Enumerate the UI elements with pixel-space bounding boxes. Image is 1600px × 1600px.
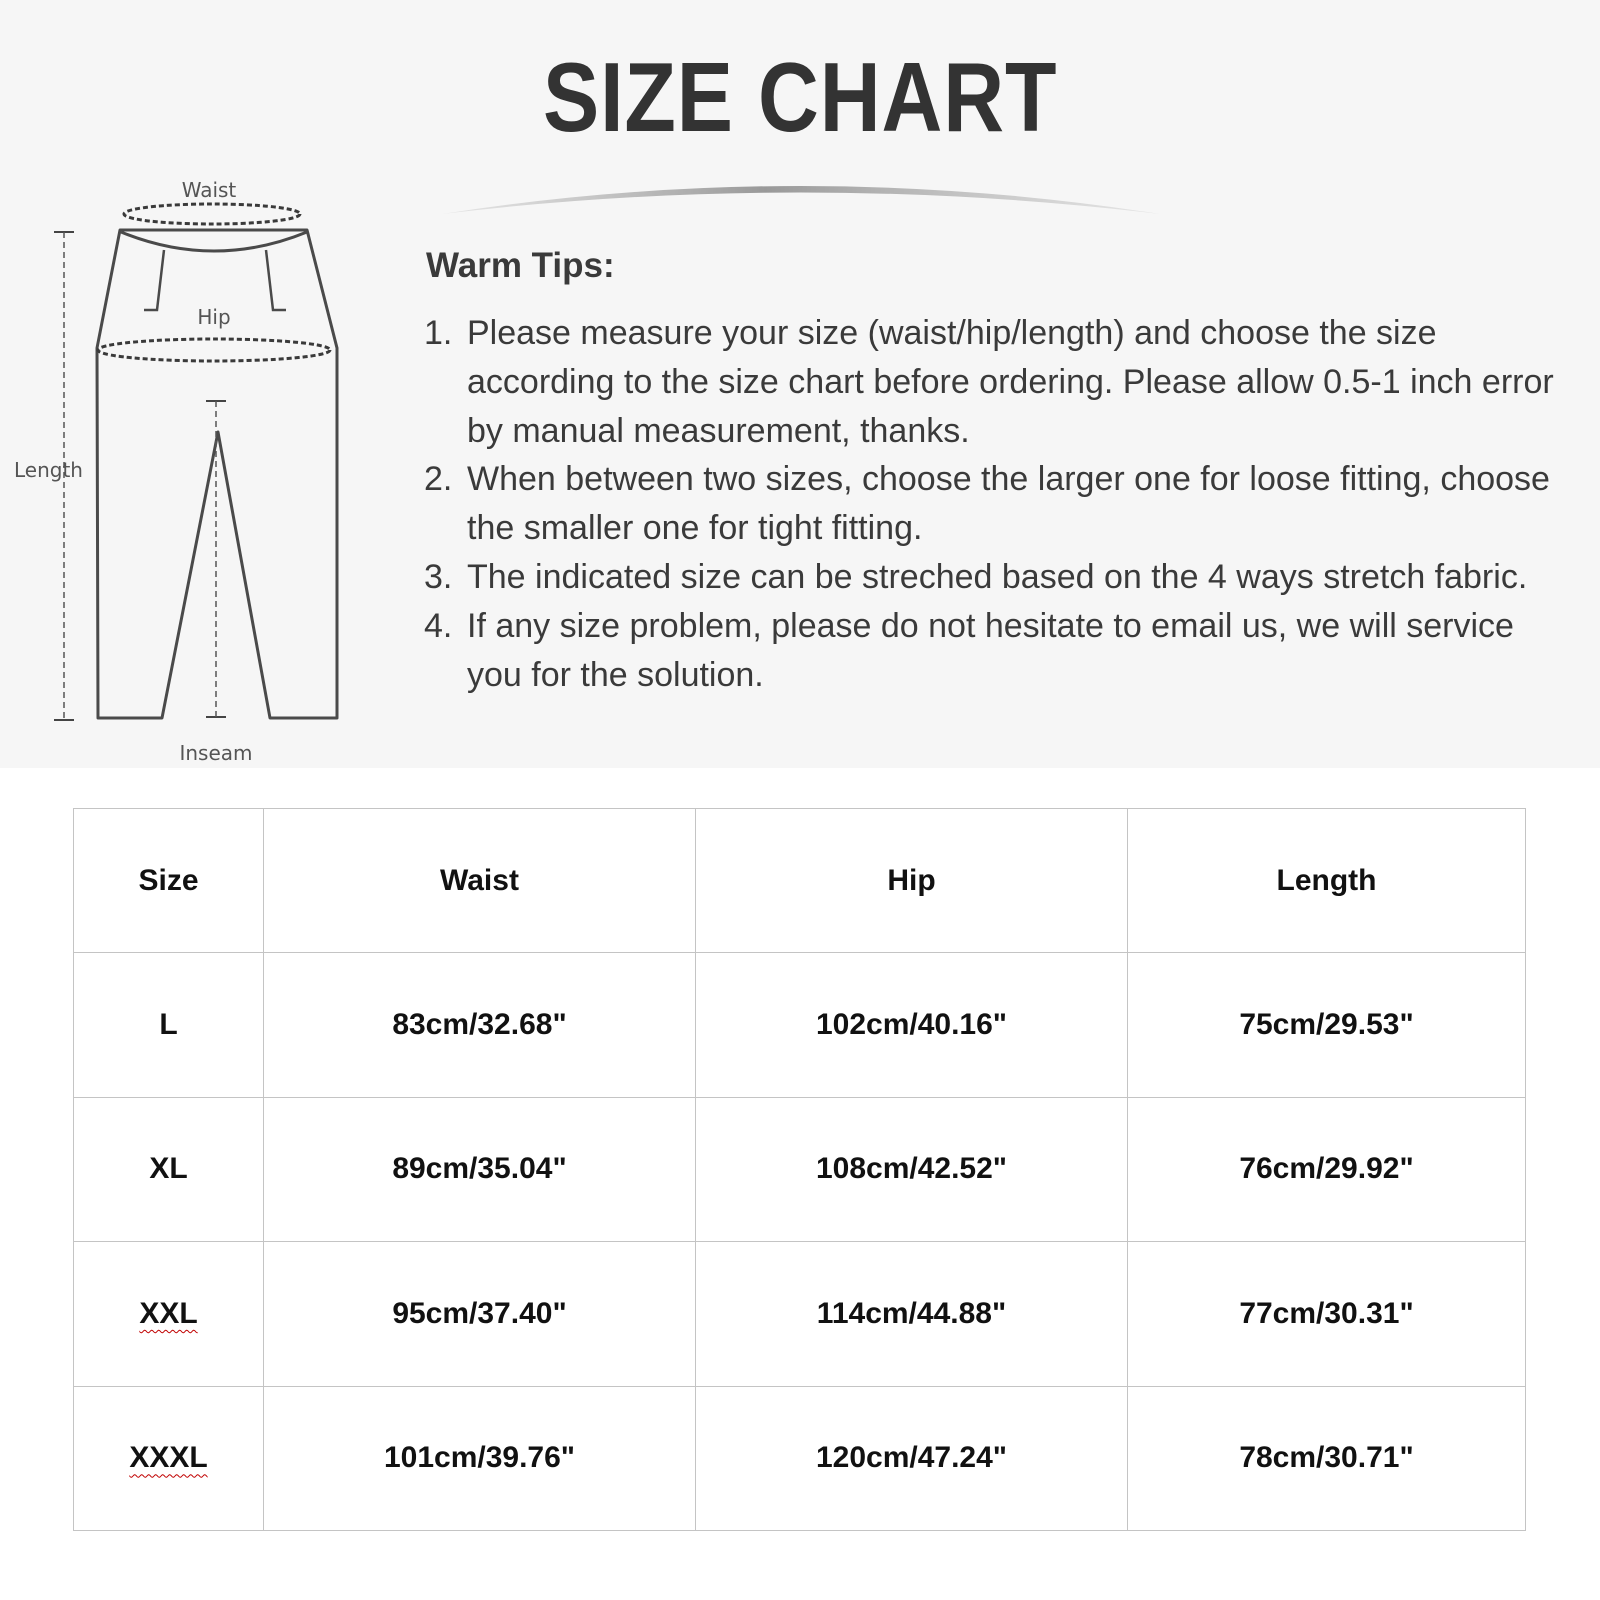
header-length: Length [1128,809,1526,953]
hip-label: Hip [197,305,231,329]
table-row [74,1386,1526,1530]
warm-tips-heading: Warm Tips: [426,246,615,285]
inseam-label: Inseam [179,741,253,765]
info-panel [0,0,1600,768]
tip-item [424,553,1574,602]
tip-text: If any size problem, please do not hesitate to email us, we will service you for the solution. [467,606,1514,694]
tip-item [424,309,1574,455]
length-cell: 75cm/29.53" [1128,953,1526,1097]
waist-cell: 101cm/39.76" [264,1386,696,1530]
size-cell-text: XXXL [129,1441,208,1475]
length-cell: 77cm/30.31" [1128,1242,1526,1386]
pants-outline [97,230,337,718]
tip-item [424,455,1574,553]
size-table [73,808,1526,1531]
size-cell [74,1386,264,1530]
hip-cell: 114cm/44.88" [696,1242,1128,1386]
page-title: SIZE CHART [543,42,1058,152]
table-header-row [74,809,1526,953]
header-size: Size [74,809,264,953]
size-cell-text: XXL [139,1296,198,1330]
table-row [74,953,1526,1097]
tip-number: 2. [424,460,453,499]
size-cell: L [74,953,264,1097]
table-row [74,1097,1526,1241]
length-cell: 78cm/30.71" [1128,1386,1526,1530]
title-swoosh-divider [440,168,1170,218]
waist-cell: 83cm/32.68" [264,953,696,1097]
tip-item [424,602,1574,700]
waist-cell: 95cm/37.40" [264,1242,696,1386]
length-label: Length [14,458,83,482]
tip-text: When between two sizes, choose the larger one for loose fitting, choose the smaller one for tight fitting. [467,460,1550,548]
hip-cell: 120cm/47.24" [696,1386,1128,1530]
hip-cell: 102cm/40.16" [696,953,1128,1097]
table-row [74,1242,1526,1386]
tip-number: 1. [424,314,453,352]
tip-number: 3. [424,557,453,596]
warm-tips-list [424,309,1574,699]
hip-cell: 108cm/42.52" [696,1097,1128,1241]
header-hip: Hip [696,809,1128,953]
waist-cell: 89cm/35.04" [264,1097,696,1241]
size-cell [74,1242,264,1386]
waist-label: Waist [181,178,237,202]
pants-measurement-diagram [0,170,410,770]
tip-number: 4. [424,606,453,645]
tip-text: The indicated size can be streched based on the 4 ways stretch fabric. [467,557,1528,596]
header-waist: Waist [264,809,696,953]
size-cell: XL [74,1097,264,1241]
tip-text: Please measure your size (waist/hip/length) and choose the size according to the size chart before ordering. Please allow 0.5-1 inch error by manual measurement, thanks. [467,314,1554,450]
length-cell: 76cm/29.92" [1128,1097,1526,1241]
